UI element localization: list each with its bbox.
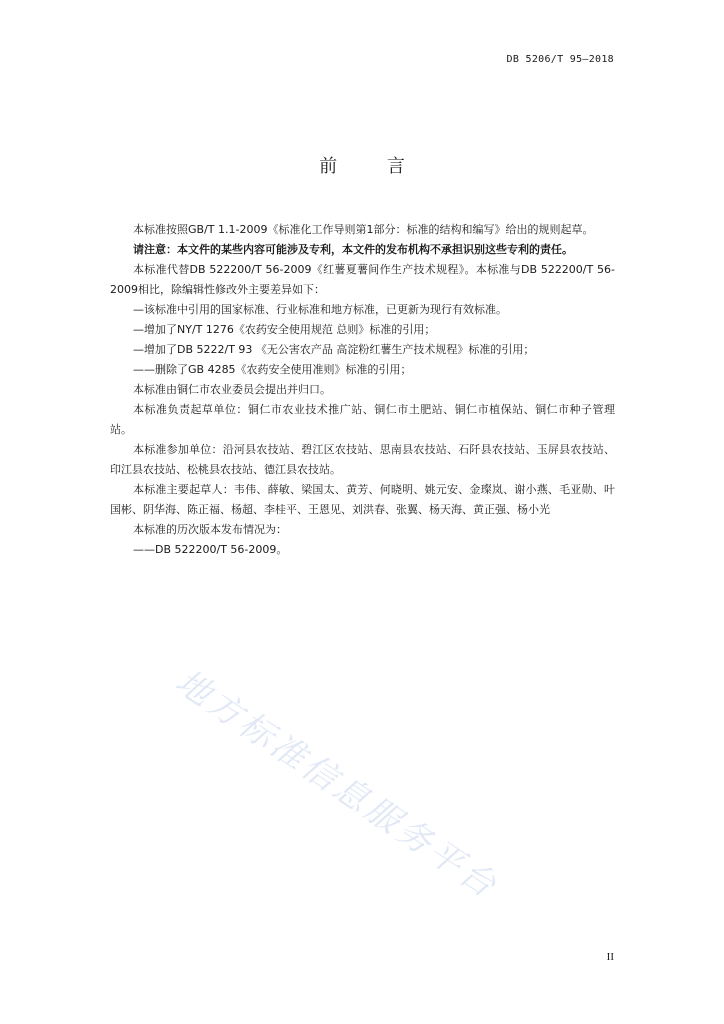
paragraph: 本标准负责起草单位：铜仁市农业技术推广站、铜仁市土肥站、铜仁市植保站、铜仁市种子管理站。: [110, 403, 615, 436]
doc-code: DB 5206/T 95—2018: [506, 54, 614, 65]
watermark: 地方标准信息服务平台: [168, 661, 506, 908]
paragraph: 本标准代替DB 522200/T 56-2009《红薯夏薯间作生产技术规程》。本标准与DB 522200/T 56-2009相比，除编辑性修改外主要差异如下：: [110, 263, 615, 296]
patent-notice: 请注意：本文件的某些内容可能涉及专利，本文件的发布机构不承担识别这些专利的责任。: [133, 243, 573, 256]
list-item: ——DB 522200/T 56-2009。: [133, 543, 288, 556]
paragraph: 本标准按照GB/T 1.1-2009《标准化工作导则第1部分：标准的结构和编写》给出的规则起草。: [133, 223, 594, 236]
list-item: —增加了DB 5222/T 93 《无公害农产品 高淀粉红薯生产技术规程》标准的引用；: [133, 343, 535, 356]
page-title: 前 言: [319, 156, 427, 177]
list-item: ——删除了GB 4285《农药安全使用准则》标准的引用；: [133, 363, 412, 376]
list-item: —增加了NY/T 1276《农药安全使用规范 总则》标准的引用；: [133, 323, 436, 336]
paragraph: 本标准由铜仁市农业委员会提出并归口。: [133, 383, 331, 396]
list-item: —该标准中引用的国家标准、行业标准和地方标准，已更新为现行有效标准。: [133, 303, 507, 316]
paragraph: 本标准参加单位：沿河县农技站、碧江区农技站、思南县农技站、石阡县农技站、玉屏县农技站、印江县农技站、松桃县农技站、德江县农技站。: [110, 443, 615, 476]
body-text: [110, 220, 615, 560]
page-number: II: [606, 951, 614, 963]
paragraph: 本标准的历次版本发布情况为：: [133, 523, 287, 536]
paragraph: 本标准主要起草人：韦伟、薛敏、梁国太、黄芳、何晓明、姚元安、金璨岚、谢小燕、毛亚勋、叶国彬、阴华海、陈正福、杨超、李桂平、王恩见、刘洪春、张翼、杨天海、黄正强、杨小光: [110, 483, 615, 516]
